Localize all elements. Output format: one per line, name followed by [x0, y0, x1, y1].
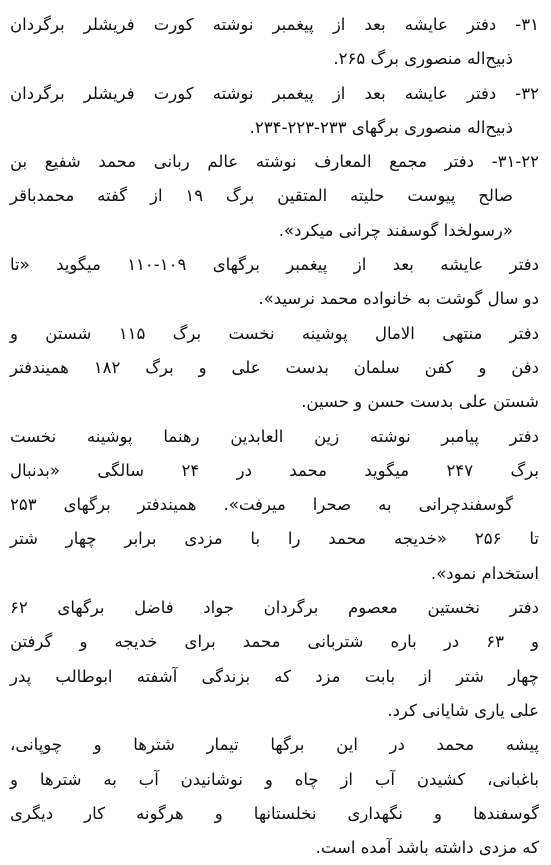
text-line: باغبانی، کشیدن آب از چاه و نوشانیدن آب به شترها و — [10, 769, 539, 789]
text-line: دو سال گوشت به خانواده محمد نرسید». — [258, 289, 539, 309]
text-line: تا ۲۵۶ «خدیجه محمد را با مزدی برابر چهار شتر — [10, 529, 539, 549]
paragraph-aisha — [0, 248, 551, 317]
text-line: برگ ۲۴۷ میگوید محمد در ۲۴ سالگی «بدنبال — [10, 460, 539, 480]
text-line: دفتر منتهی الامال پوشینه نخست برگ ۱۱۵ شستن و — [10, 323, 539, 343]
text-line: پیشه محمد در این برگها تیمار شترها و چوپانی، — [10, 735, 539, 755]
text-line: که مزدی داشته باشد آمده است. — [315, 838, 539, 858]
text-line: علی یاری شایانی کرد. — [387, 700, 539, 720]
document-page — [0, 8, 551, 863]
text-line: و ۶۳ در باره شتربانی محمد برای خدیجه و گرفتن — [10, 632, 539, 652]
text-line: دفن و کفن سلمان بدست علی و برگ ۱۸۲ همیندفتر — [10, 357, 540, 377]
footnote-31 — [0, 8, 551, 77]
paragraph-payambar — [0, 420, 551, 591]
text-line: استخدام نمود». — [430, 563, 539, 583]
text-line: دفتر عایشه بعد از پیغمبر برگهای ۱۰۹-۱۱۰ میگوید «تا — [10, 255, 539, 275]
text-line: صالح پیوست حلیته المتقین برگ ۱۹ از گفته محمدباقر — [10, 186, 513, 206]
text-line: ۳۱- دفتر عایشه بعد از پیغمبر نوشته کورت فریشلر برگردان — [10, 15, 539, 34]
text-line: گوسفندچرانی به صحرا میرفت». همیندفتر برگهای ۲۵۳ — [10, 495, 513, 515]
text-line: دفتر پیامبر نوشته زین العابدین رهنما پوشینه نخست — [10, 426, 539, 446]
text-line: شستن علی بدست حسن و حسین. — [301, 392, 539, 412]
text-line: ذبیح‌اله منصوری برگهای ۲۳۳-۲۲۳-۲۳۴. — [249, 117, 513, 137]
paragraph-muntaha — [0, 317, 551, 420]
paragraph-pisheh — [0, 728, 551, 865]
text-line: گوسفندها و نگهداری نخلستانها و هرگونه کار دیگری — [10, 803, 539, 823]
text-line: ۳۲- دفتر عایشه بعد از پیغمبر نوشته کورت فریشلر برگردان — [10, 83, 539, 103]
paragraph-nakhostin-masoum — [0, 591, 551, 728]
footnote-32 — [0, 77, 551, 146]
text-line: دفتر نخستین معصوم برگردان جواد فاضل برگهای ۶۲ — [10, 598, 539, 618]
text-line: ۳۱-۲۲- دفتر مجمع المعارف نوشته عالم ربانی محمد شفیع بن — [10, 152, 539, 172]
text-line: ذبیح‌اله منصوری برگ ۲۶۵. — [333, 49, 513, 69]
text-line: «رسولخدا گوسفند چرانی میکرد». — [278, 220, 513, 240]
footnote-31-22 — [0, 145, 551, 248]
text-line: چهار شتر از بابت مزد که بزندگی آشفته ابوطالب پدر — [10, 666, 539, 686]
